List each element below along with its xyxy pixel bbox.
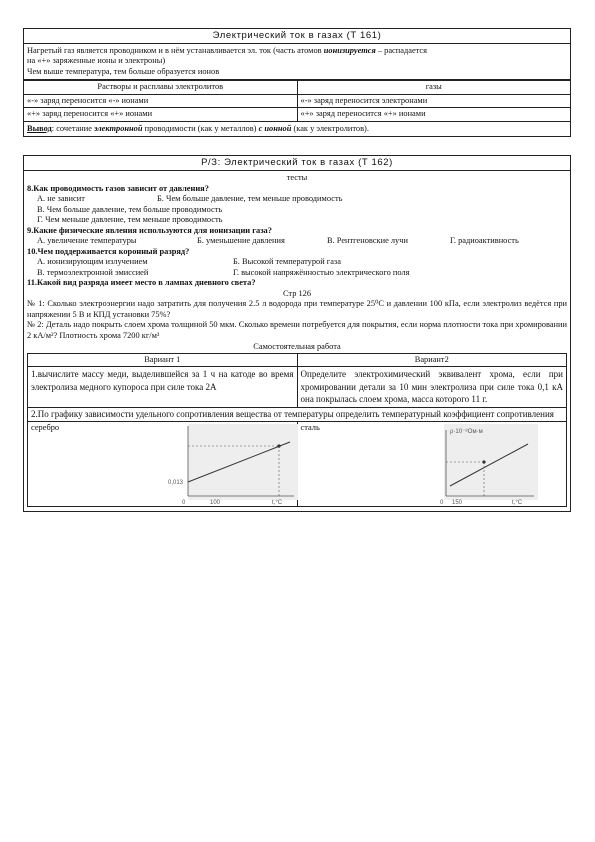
y-tick-label: 0,013 [168, 480, 184, 487]
section1-title: Электрический ток в газах (Т 161) [23, 28, 571, 44]
table-header: газы [297, 81, 571, 95]
conclusion [23, 122, 571, 138]
q8-option-a: А. не зависит [37, 194, 85, 204]
section1-body [23, 44, 571, 81]
silver-label: серебро [31, 423, 60, 433]
q8-option-d: Г. Чем меньше давление, тем меньше проводимость [37, 215, 223, 225]
q9-option-d: Г. радиоактивность [450, 236, 519, 246]
q10-option-b: Б. Высокой температурой газа [233, 257, 341, 267]
steel-graph-cell [297, 422, 567, 507]
tests-label: тесты [286, 173, 308, 183]
question-9: 9.Какие физические явления используются для ионизации газа? [27, 225, 272, 235]
q9-option-c: В. Рентгеновские лучи [327, 236, 408, 246]
question-8: 8.Как проводимость газов зависит от давления? [27, 183, 209, 193]
question-11: 11.Какой вид разряда имеет место в лампах дневного света? [27, 278, 256, 288]
conclusion-emph: с ионной [258, 123, 292, 133]
q10-options-row-2 [27, 268, 567, 279]
table-cell: «-» заряд переносится «-» ионами [24, 94, 298, 108]
q10-option-d: Г. высокой напряжённостью электрического поля [233, 267, 410, 277]
section2-title: Р/З: Электрический ток в газах (Т 162) [23, 155, 571, 171]
task-1: № 1: Сколько электроэнергии надо затратить для получения 2.5 л водорода при температуре 25⁰С и давлении 100 кПа, если электролиз ведётся при напряжении 5 В и КПД установки 75%? [27, 299, 567, 319]
q10-option-a: А. ионизирующим излучением [37, 257, 148, 267]
q10-option-c: В. термоэлектронной эмиссией [37, 267, 149, 277]
y-axis-unit: ρ·10⁻⁸Ом·м [449, 429, 483, 436]
paragraph-1 [27, 46, 567, 57]
q9-option-a: А. увеличение температуры [37, 236, 137, 246]
paragraph-1-tail: – распадается [375, 45, 427, 55]
q8-option-c: В. Чем больше давление, тем больше проводимость [37, 204, 223, 214]
variants-table [27, 353, 567, 508]
steel-graph [428, 424, 538, 506]
data-point [482, 461, 485, 464]
variant-1-task: 1.вычислите массу меди, выделившейся за 1 ч на катоде во время электролиза медного купороса при силе тока 2А [28, 367, 298, 408]
paragraph-2: на «+» заряженные ионы и электроны) [27, 56, 166, 66]
conclusion-emph: электронной [94, 123, 143, 133]
section2-body [23, 171, 571, 512]
paragraph-1-emph: ионизируется [323, 45, 376, 55]
data-point [277, 445, 280, 448]
table-row [28, 422, 567, 507]
table-cell: «-» заряд переносится электронами [297, 94, 571, 108]
conclusion-text: проводимости (как у металлов) [142, 123, 259, 133]
paragraph-3: Чем выше температура, тем больше образуется ионов [27, 66, 220, 76]
conclusion-text: : сочетание [51, 123, 95, 133]
independent-work-title: Самостоятельная работа [253, 342, 341, 352]
silver-graph [168, 424, 298, 506]
comparison-table [23, 80, 571, 122]
variant-2-task: Определите электрохимический эквивалент хрома, если при хромировании детали за 10 мин электролиза при силе тока 0,1 кА она покрылась слоем хрома, масса которого 11 г. [297, 367, 567, 408]
x-tick-label: 100 [210, 500, 221, 507]
x-axis-unit: t,°C [511, 500, 522, 507]
table-header: Растворы и расплавы электролитов [24, 81, 298, 95]
q8-option-b: Б. Чем больше давление, тем меньше проводимость [157, 194, 343, 204]
graph-task: 2.По графику зависимости удельного сопротивления вещества от температуры определить температурный коэффициент сопротивления [28, 408, 567, 422]
silver-graph-cell [28, 422, 298, 507]
x-axis-unit: t,°C [272, 500, 283, 507]
q9-option-b: Б. уменьшение давления [197, 236, 285, 246]
paragraph-1-text: Нагретый газ является проводником и в нём устанавливается эл. ток (часть атомов [27, 45, 324, 55]
page-reference: Стр 126 [282, 288, 312, 298]
conclusion-label: Вывод [27, 123, 52, 133]
x-tick-label: 150 [451, 500, 462, 507]
table-row [24, 94, 571, 108]
question-10: 10.Чем поддерживается коронный разряд? [27, 246, 190, 256]
variant-1-header: Вариант 1 [28, 353, 298, 367]
table-cell: «+» заряд переносится «+» ионами [24, 108, 298, 122]
conclusion-text: (как у электролитов). [291, 123, 369, 133]
table-row [24, 108, 571, 122]
table-row [28, 367, 567, 408]
table-row [28, 408, 567, 422]
table-cell: «+» заряд переносится «+» ионами [297, 108, 571, 122]
task-2: № 2: Деталь надо покрыть слоем хрома толщиной 50 мкм. Сколько времени потребуется для покрытия, если норма плотности тока при хромировании 2 кА/м²? Плотность хрома 7200 кг/м³ [27, 320, 567, 340]
q10-options-row-1 [27, 257, 567, 268]
graph-background [188, 424, 298, 500]
q9-options-row [27, 236, 567, 247]
x-origin-label: 0 [182, 500, 186, 507]
steel-label: сталь [300, 423, 320, 433]
x-origin-label: 0 [439, 500, 443, 507]
q8-options-row [27, 194, 567, 205]
variant-2-header: Вариант2 [297, 353, 567, 367]
